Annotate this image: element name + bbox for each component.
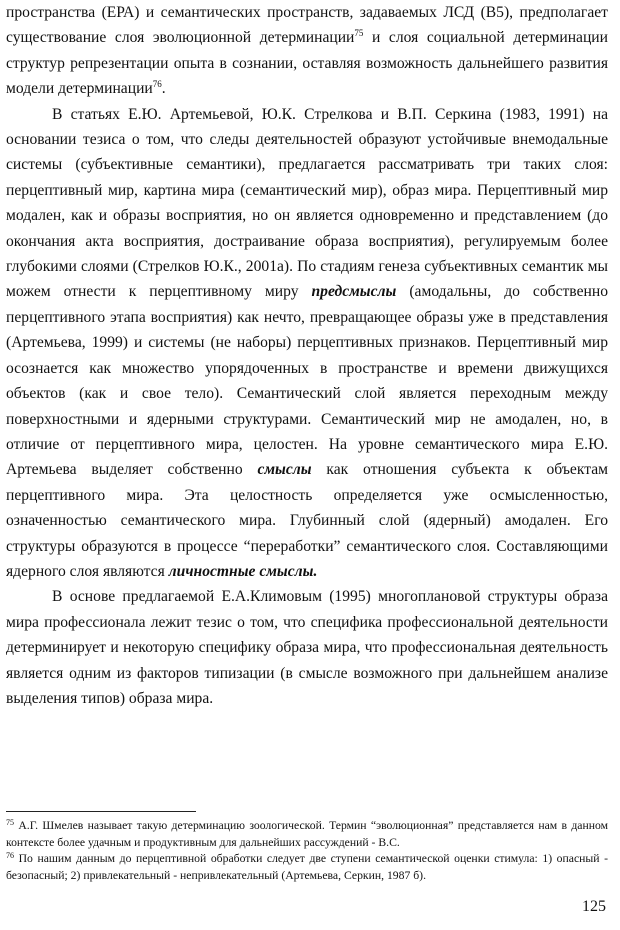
footnote-separator	[6, 811, 196, 812]
footnote-ref-75[interactable]: 75	[354, 28, 364, 39]
paragraph-2-text-c: как отношения субъекта к объектам перцептивного мира. Эта целостность определяется уже осмысленностью, означенностью семантического мира. Глубинный слой (ядерный) амодален. Его структуры образуются в процессе “переработки” семантического слоя. Составляющими ядерного слоя являются	[6, 461, 609, 580]
paragraph-3: В основе предлагаемой Е.А.Климовым (1995) многоплановой структуры образа мира профессионала лежит тезис о том, что специфика профессиональной деятельности детерминирует и некоторую специфику образа мира, что профессиональная деятельность является одним из факторов типизации (в смысле возможного при дальнейшем анализе выделения типов) образа мира.	[6, 588, 608, 707]
footnote-ref-76[interactable]: 76	[152, 79, 162, 90]
paragraph-1	[6, 0, 608, 102]
footnote-mark-75: 75	[6, 818, 14, 827]
body-text	[6, 0, 608, 711]
footnote-mark-76: 76	[6, 851, 14, 860]
paragraph-1-text-b: и слоя социальной детерминации структур репрезентации опыта в сознании, оставляя возможность дальнейшего развития модели детерминации	[6, 29, 608, 98]
page-number: 125	[582, 898, 606, 915]
emphasis-lichnostnye-smysly: личностные смыслы.	[168, 562, 318, 580]
paragraph-2-text-a: В статьях Е.Ю. Артемьевой, Ю.К. Стрелкова и В.П. Серкина (1983, 1991) на основании тезиса о том, что следы деятельностей образуют устойчивые внемодальные системы (субъективные семантики), предлагается рассматривать три таких слоя: перцептивный мир, картина мира (семантический мир), образ мира. Перцептивный мир модален, как и образы восприятия, но он является одновременно и представлением (до окончания акта восприятия, достраивание образа восприятия), регулируемым более глубокими слоями (Стрелков Ю.К., 2001а). По стадиям генеза субъективных семантик мы можем отнести к перцептивному миру	[6, 105, 608, 301]
footnote-75-text: А.Г. Шмелев называет такую детерминацию зоологической. Термин “эволюционная” представляется нам в данном контексте более удачным и продуктивным для дальнейших рассуждений - В.С.	[6, 819, 608, 849]
paragraph-1-text-c: .	[161, 80, 166, 98]
paragraph-2-text-b: (амодальны, до собственно перцептивного этапа восприятия) как нечто, превращающее образы уже в представления (Артемьева, 1999) и системы (не наборы) перцептивных признаков. Перцептивный мир осознается как множество упорядоченных в пространстве и времени движущихся объектов (как и свое тело). Семантический слой является переходным между поверхностными и ядерными структурами. Семантический мир не амодален, но, в отличие от перцептивного мира, целостен. На уровне семантического мира Е.Ю. Артемьева выделяет собственно	[6, 283, 608, 479]
emphasis-predsmysly: предсмыслы	[311, 283, 397, 301]
footnote-76	[6, 851, 608, 884]
paragraph-2	[6, 102, 608, 585]
emphasis-smysly: смыслы	[257, 461, 312, 479]
paragraph-1-text-a: пространства (ЕРА) и семантических пространств, задаваемых ЛСД (B5), предполагает существование слоя эволюционной детерминации	[6, 4, 608, 47]
footnote-76-text: По нашим данным до перцептивной обработки следует две ступени семантической оценки стимула: 1) опасный - безопасный; 2) привлекательный - непривлекательный (Артемьева, Серкин, 1987 б).	[6, 852, 608, 882]
footnotes	[6, 818, 608, 884]
footnote-75	[6, 818, 608, 851]
